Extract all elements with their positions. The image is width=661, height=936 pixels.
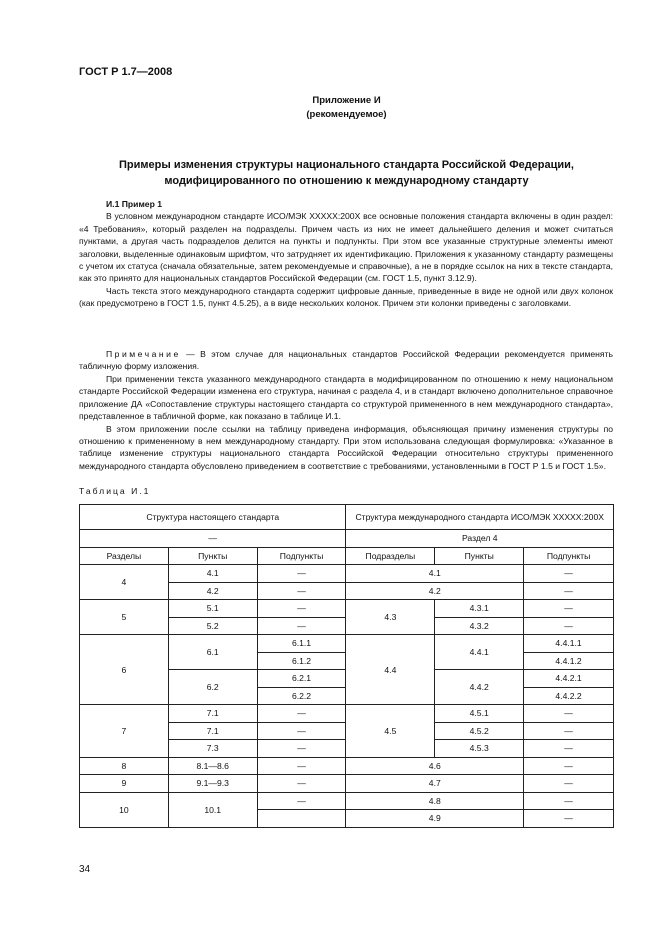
note-label: Примечание [106, 349, 181, 359]
table-cell: 4.2 [346, 582, 524, 600]
table-cell: — [257, 600, 346, 618]
appendix-status: (рекомендуемое) [306, 109, 387, 120]
header-national-structure: Структура настоящего стандарта [80, 505, 346, 530]
table-cell: — [524, 740, 614, 758]
table-cell: — [257, 617, 346, 635]
table-cell: — [524, 565, 614, 583]
appendix-title: Приложение И [312, 95, 381, 106]
table-cell: 4.1 [168, 565, 257, 583]
table-cell: 6 [80, 635, 169, 705]
section-title: И.1 Пример 1 [106, 199, 162, 209]
table-cell: — [257, 792, 346, 810]
table-cell: 5.1 [168, 600, 257, 618]
table-cell: 4.1 [346, 565, 524, 583]
table-cell: 6.1.1 [257, 635, 346, 653]
table-cell: 7.1 [168, 705, 257, 723]
structure-comparison-table [79, 504, 614, 828]
table-cell: 10.1 [168, 792, 257, 827]
table-cell: 4.5.1 [435, 705, 524, 723]
table-cell: 4.4.1 [435, 635, 524, 670]
table-cell: 4.3.1 [435, 600, 524, 618]
table-cell: 10 [80, 792, 169, 827]
table-cell: 4.5.3 [435, 740, 524, 758]
table-cell: 4 [80, 565, 169, 600]
table-caption: Таблица И.1 [79, 486, 151, 496]
example-1-continuation [79, 373, 613, 472]
table-cell: 8.1—8.6 [168, 757, 257, 775]
table-cell: 4.4.2 [435, 670, 524, 705]
table-cell: — [524, 722, 614, 740]
table-cell: 8 [80, 757, 169, 775]
table-cell: — [257, 740, 346, 758]
column-header: Пункты [435, 547, 524, 565]
table-cell: 4.6 [346, 757, 524, 775]
table-cell: 4.5 [346, 705, 435, 758]
note-text: — В этом случае для национальных стандартов Российской Федерации рекомендуется применять табличную форму изложения. [79, 349, 613, 372]
table-cell: — [524, 792, 614, 810]
table-cell: 5.2 [168, 617, 257, 635]
table-cell: 4.4.1.1 [524, 635, 614, 653]
table-cell: 4.7 [346, 775, 524, 793]
column-header: Подпункты [257, 547, 346, 565]
table-cell: 4.3.2 [435, 617, 524, 635]
header-international-structure: Структура международного стандарта ИСО/МЭК XXXXX:200X [346, 505, 614, 530]
column-header: Подпункты [524, 547, 614, 565]
column-header: Пункты [168, 547, 257, 565]
table-cell: 6.2.2 [257, 687, 346, 705]
table-cell: 4.4 [346, 635, 435, 705]
table-cell: 6.1 [168, 635, 257, 670]
table-cell: — [524, 617, 614, 635]
column-header: Подразделы [346, 547, 435, 565]
table-cell: 9.1—9.3 [168, 775, 257, 793]
page-number: 34 [79, 864, 91, 875]
heading-line-1: Примеры изменения структуры национального стандарта Российской Федерации, [119, 159, 574, 171]
table-cell: 4.4.1.2 [524, 652, 614, 670]
table-cell: Раздел 4 [346, 530, 614, 548]
table-cell: — [524, 757, 614, 775]
table-cell: — [257, 705, 346, 723]
example-1-block [79, 198, 613, 310]
table-cell: 7.1 [168, 722, 257, 740]
paragraph: В этом приложении после ссылки на таблицу приведена информация, объясняющая причину изменения структуры по отношению к примененному в нем международному стандарту. При этом использована следующая формулировка: «Указанное в таблице изменение структуры национального стандарта Российской Федерации относительно структуры примененного международного стандарта обусловлено приведением в соответствие с требованиями, установленными в ГОСТ Р 1.5 и ГОСТ 1.5». [79, 423, 613, 471]
document-code: ГОСТ Р 1.7—2008 [79, 66, 173, 78]
note-block [79, 348, 613, 373]
table-cell: 5 [80, 600, 169, 635]
table-cell: — [257, 582, 346, 600]
paragraph: При применении текста указанного международного стандарта в модифицированном по отношению к нему национальном стандарте Российской Федерации изменена его структура, начиная с раздела 4, и в стандарт включено дополнительное справочное приложение ДА «Сопоставление структуры настоящего стандарта со структурой примененного в нем международного стандарта», представленное в табличной форме, как показано в таблице И.1. [79, 374, 613, 422]
table-cell: 4.9 [346, 810, 524, 828]
table-cell: — [524, 582, 614, 600]
table-cell: 4.8 [346, 792, 524, 810]
table-cell [257, 810, 346, 828]
table-cell: 4.2 [168, 582, 257, 600]
appendix-heading [79, 157, 614, 189]
table-cell: 4.3 [346, 600, 435, 635]
table-cell: 7 [80, 705, 169, 758]
table-cell: — [257, 757, 346, 775]
table-cell: — [257, 775, 346, 793]
table-cell: 9 [80, 775, 169, 793]
heading-line-2: модифицированного по отношению к международному стандарту [164, 175, 529, 187]
table-cell: 4.5.2 [435, 722, 524, 740]
table-cell: 6.2 [168, 670, 257, 705]
table-cell: — [257, 565, 346, 583]
table-cell: — [524, 600, 614, 618]
table-cell: 4.4.2.1 [524, 670, 614, 688]
table-cell: 7.3 [168, 740, 257, 758]
table-cell: — [524, 705, 614, 723]
paragraph: В условном международном стандарте ИСО/МЭК XXXXX:200X все основные положения стандарта включены в один раздел: «4 Требования», который разделен на подразделы. Причем часть из них не имеет дальнейшего деления и может считаться пунктами, а другая часть подразделов делится на пункты и подпункты. При этом все указанные структурные элементы имеют заголовки, выделенные одинаковым шрифтом, что затрудняет их идентификацию. Приложения к указанному стандарту размещены с учетом их статуса (сначала обязательные, затем рекомендуемые и справочные), а не в порядке ссылок на них в тексте стандарта, как это принято для национальных стандартов Российской Федерации (см. ГОСТ 1.5, пункт 3.12.9). [79, 211, 613, 284]
paragraph: Часть текста этого международного стандарта содержит цифровые данные, приведенные в виде не одной или двух колонок (как предусмотрено в ГОСТ 1.5, пункт 4.5.25), а в виде нескольких колонок. Причем эти колонки приведены с заголовками. [79, 285, 613, 309]
table-cell: 6.1.2 [257, 652, 346, 670]
table-cell: 6.2.1 [257, 670, 346, 688]
column-header: Разделы [80, 547, 169, 565]
table-cell: — [80, 530, 346, 548]
table-cell: — [524, 810, 614, 828]
table-cell: — [257, 722, 346, 740]
table-cell: — [524, 775, 614, 793]
table-cell: 4.4.2.2 [524, 687, 614, 705]
